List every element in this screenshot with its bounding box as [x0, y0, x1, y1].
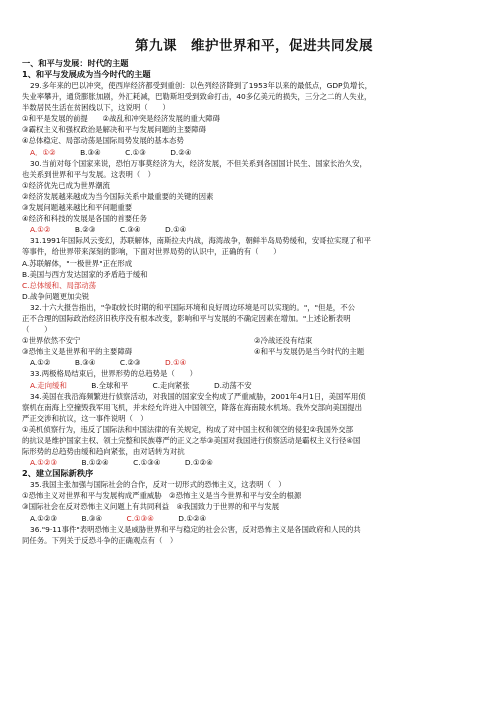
question-text: 也关系到世界和平与发展。这表明（ ）: [22, 169, 156, 179]
answer-choices: [22, 224, 486, 235]
question-text: 36."9·11事件"表明恐怖主义是威胁世界和平与稳定的社会公害，反对恐怖主义是各国政府和人民的共: [30, 524, 361, 534]
choice-c: C.②③: [119, 358, 141, 368]
option-line: ①美机侦察行为，违反了国际法和中国法律的有关规定，构成了对中国主权和领空的侵犯②我国外交部: [22, 424, 354, 434]
option-line: ③国际社会在反对恐怖主义问题上有共同利益 ④我国致力于世界的和平与发展: [22, 502, 280, 512]
answer-choices: [22, 147, 486, 158]
choice-a: A.苏联解体，"一极世界"正在形成: [22, 258, 133, 268]
question-text: 32.十六大报告指出，"争取较长时期的和平国际环境和良好周边环境是可以实现的。"，"但是，不公: [30, 302, 355, 312]
section-heading: 一、和平与发展：时代的主题: [22, 58, 129, 68]
option-line: ④总体稳定、局部动荡是国际局势发展的基本态势: [22, 136, 184, 146]
option-row: [22, 335, 486, 346]
question-text: 31.1991年国际风云变幻，苏联解体，南斯拉夫内战，海湾战争，朝鲜半岛局势缓和，安哥拉实现了和平: [30, 236, 371, 246]
option-line: 的抗议是维护国家主权、领土完整和民族尊严的正义之举③美国对我国进行侦察活动是霸权主义行径④国: [22, 436, 361, 445]
question-text: 30.当前对每个国家来说，恐怕万事莫经济为大，经济发展，不但关系到各国国计民生、国家长治久安，: [30, 158, 367, 168]
question-text: 同任务。下列关于反恐斗争的正确观点有（ ）: [22, 535, 178, 545]
page-title: 第九课 维护世界和平，促进共同发展: [135, 38, 373, 54]
choice-d: D.①②④: [178, 513, 207, 523]
question-text: 33.两极格局结束后，世界形势的总趋势是（ ）: [30, 369, 197, 379]
choice-b: B.美国与西方发达国家的矛盾趋于缓和: [22, 269, 148, 279]
choice-b: B.②③: [74, 225, 96, 235]
question-34: [22, 391, 486, 469]
question-text: 严正交涉和抗议，这一事件说明（ ）: [22, 413, 148, 423]
choice-b: B.③④: [80, 147, 101, 157]
answer-choices: [22, 380, 486, 391]
question-29: [22, 80, 486, 158]
option-line: ③发展问题越来越比和平问题重要: [22, 203, 133, 213]
question-30: [22, 158, 486, 236]
question-text: 29.多年来的巴以冲突，使西岸经济都受到重创：以色列经济降到了1953年以来的最低点，GDP负增长，: [30, 81, 373, 90]
option-line: ①世界依然不安宁: [22, 336, 81, 346]
choice-c: C.①③④: [133, 458, 161, 468]
choice-b: B.①②④: [81, 458, 109, 468]
choice-c: C.总体缓和、局部动荡: [22, 280, 97, 290]
question-35: [22, 479, 486, 523]
choice-d: D.②④: [170, 147, 192, 157]
choice-d: D.①④: [165, 358, 187, 368]
choice-a: A.①②③: [30, 458, 58, 468]
question-text: 正不合理的国际政治经济旧秩序没有根本改变，影响和平与发展的不确定因素在增加。"上述论断表明: [22, 313, 351, 323]
subsection-heading: 2、建立国际新秩序: [22, 468, 94, 479]
option-line: ③恐怖主义是世界和平的主要障碍: [22, 347, 133, 357]
option-line: ①和平是发展的前提 ②战乱和冲突是经济发展的重大障碍: [22, 114, 221, 124]
choice-d: D.①④: [165, 225, 187, 235]
question-31: [22, 235, 486, 302]
choice-a: A.①②③: [30, 513, 58, 523]
option-line: ①经济优先已成为世界潮流: [22, 180, 110, 190]
choice-c: C.走向紧张: [152, 380, 190, 390]
choice-d: D.①②④: [184, 458, 213, 468]
question-text: 等事件，给世界带来深刻的影响，下面对世界局势的认识中，正确的有（ ）: [22, 247, 281, 257]
option-row: [22, 346, 486, 357]
choice-c: C.①③④: [126, 513, 154, 523]
subsection-heading: 1、和平与发展成为当今时代的主题: [22, 69, 151, 79]
question-32: [22, 302, 486, 369]
question-text: 察机在南海上空撞毁我军用飞机，并未经允许进入中国领空，降落在海南陵水机场。我外交部向美国提出: [22, 402, 362, 412]
choice-c: C.③④: [119, 225, 141, 235]
choice-b: B.③④: [81, 513, 103, 523]
question-text: （ ）: [22, 325, 52, 335]
choice-a: A．①②: [30, 147, 56, 157]
option-line: ②经济发展越来越成为当今国际关系中最重要的关键的因素: [22, 191, 214, 201]
option-line: 际形势的总趋势由缓和趋向紧张，由对话转为对抗: [22, 447, 185, 457]
option-line: ②冷战还没有结束: [254, 336, 313, 346]
question-text: 失业率攀升，通货膨胀加剧，外汇耗减，巴勒斯坦受到致命打击，40多亿美元的损失，三分之二的人失业，: [22, 92, 372, 102]
choice-a: A.走向缓和: [30, 380, 67, 390]
question-36: [22, 524, 486, 546]
choice-b: B.③④: [74, 358, 96, 368]
choice-c: C.①③: [125, 147, 146, 157]
question-33: [22, 368, 486, 390]
choice-d: D.战争问题更加尖锐: [22, 291, 90, 301]
question-text: 半数居民生活在贫困线以下，这说明（ ）: [22, 103, 170, 113]
answer-choices: [22, 513, 486, 524]
option-line: ④和平与发展仍是当今时代的主题: [254, 347, 365, 357]
option-line: ③霸权主义和强权政治是解决和平与发展问题的主要障碍: [22, 125, 207, 135]
question-text: 34.美国在我沿海频繁进行侦察活动，对我国的国家安全构成了严重威胁，2001年4月1日，美国军用侦: [30, 391, 366, 401]
answer-choices: [22, 457, 486, 468]
answer-choices: [22, 357, 486, 368]
choice-b: B.全球和平: [91, 380, 129, 390]
question-text: 35.我国主张加强与国际社会的合作，反对一切形式的恐怖主义，这表明（ ）: [30, 480, 286, 490]
option-line: ①恐怖主义对世界和平与发展构成严重威胁 ②恐怖主义是当今世界和平与安全的根源: [22, 491, 302, 501]
choice-a: A.①②: [30, 225, 51, 235]
choice-d: D.动荡不安: [213, 380, 252, 390]
option-line: ④经济和科技的发展是各国的首要任务: [22, 214, 147, 224]
choice-a: A.①②: [30, 358, 51, 368]
